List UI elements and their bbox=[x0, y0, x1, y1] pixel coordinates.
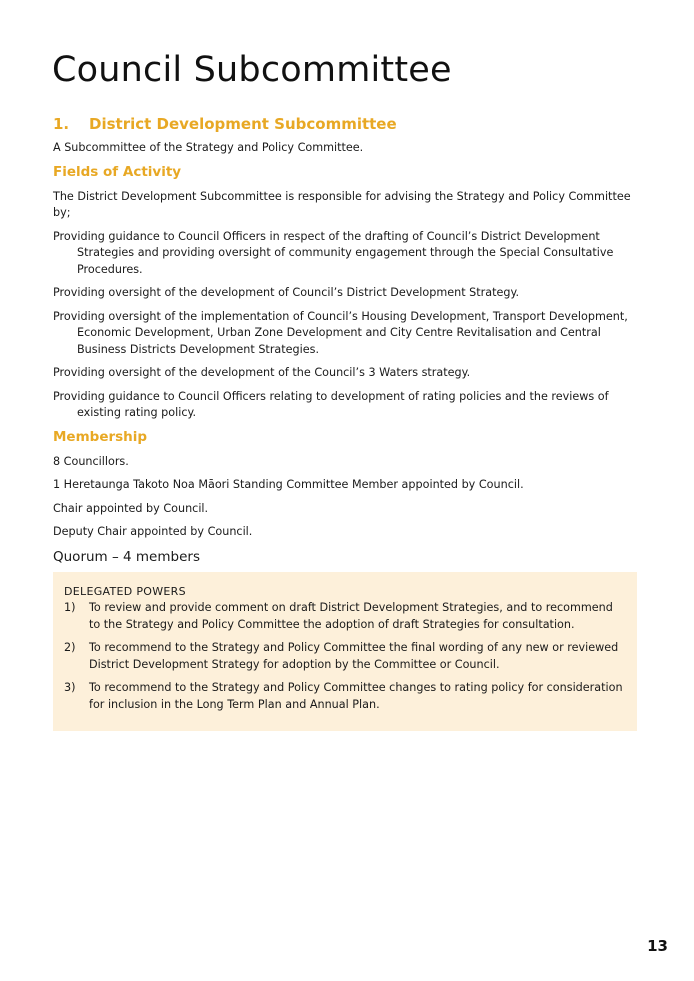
quorum: Quorum – 4 members bbox=[53, 548, 200, 565]
document-body bbox=[53, 140, 637, 731]
membership-heading: Membership bbox=[53, 428, 148, 445]
membership-item: 8 Councillors. bbox=[53, 454, 129, 468]
delegated-power-number: 2) bbox=[64, 641, 76, 654]
delegated-powers-heading: DELEGATED POWERS bbox=[64, 584, 186, 598]
delegated-power-number: 3) bbox=[64, 681, 76, 694]
membership-item: Deputy Chair appointed by Council. bbox=[53, 525, 253, 538]
activity-item: Providing guidance to Council Officers in respect of the drafting of Council’s District Development Strategies and providing oversight of community engagement through the Special Consultative Procedures. bbox=[53, 229, 614, 276]
section-heading bbox=[53, 115, 397, 133]
section-number: 1. bbox=[53, 115, 70, 133]
fields-of-activity-heading: Fields of Activity bbox=[53, 163, 182, 180]
delegated-power-number: 1) bbox=[64, 601, 76, 614]
delegated-powers-panel bbox=[53, 572, 637, 732]
delegated-powers-list bbox=[64, 600, 627, 713]
activity-item: Providing oversight of the development of the Council’s 3 Waters strategy. bbox=[53, 366, 471, 379]
delegated-power-item bbox=[64, 640, 627, 673]
section-title: District Development Subcommittee bbox=[89, 115, 397, 133]
membership-item: 1 Heretaunga Takoto Noa Māori Standing Committee Member appointed by Council. bbox=[53, 478, 524, 491]
section-intro: A Subcommittee of the Strategy and Policy Committee. bbox=[53, 141, 364, 154]
delegated-power-text: To review and provide comment on draft District Development Strategies, and to recommend to the Strategy and Policy Committee the adoption of draft Strategies for consultation. bbox=[89, 601, 613, 631]
delegated-power-text: To recommend to the Strategy and Policy Committee changes to rating policy for consideration for inclusion in the Long Term Plan and Annual Plan. bbox=[89, 681, 623, 711]
activity-item: Providing oversight of the implementation of Council’s Housing Development, Transport Development, Economic Development, Urban Zone Development and City Centre Revitalisation and Central Business Districts Development Strategies. bbox=[53, 309, 628, 356]
delegated-power-text: To recommend to the Strategy and Policy Committee the final wording of any new or reviewed District Development Strategy for adoption by the Committee or Council. bbox=[89, 641, 619, 671]
activity-item: Providing oversight of the development of Council’s District Development Strategy. bbox=[53, 286, 520, 299]
delegated-power-item bbox=[64, 680, 627, 713]
page-title: Council Subcommittee bbox=[52, 50, 452, 90]
activity-item: Providing guidance to Council Officers relating to development of rating policies and the reviews of existing rating policy. bbox=[53, 389, 609, 419]
page-number: 13 bbox=[647, 937, 668, 955]
membership-item: Chair appointed by Council. bbox=[53, 501, 209, 515]
delegated-power-item bbox=[64, 600, 627, 633]
fields-of-activity-lead: The District Development Subcommittee is responsible for advising the Strategy and Policy Committee by; bbox=[53, 189, 631, 219]
